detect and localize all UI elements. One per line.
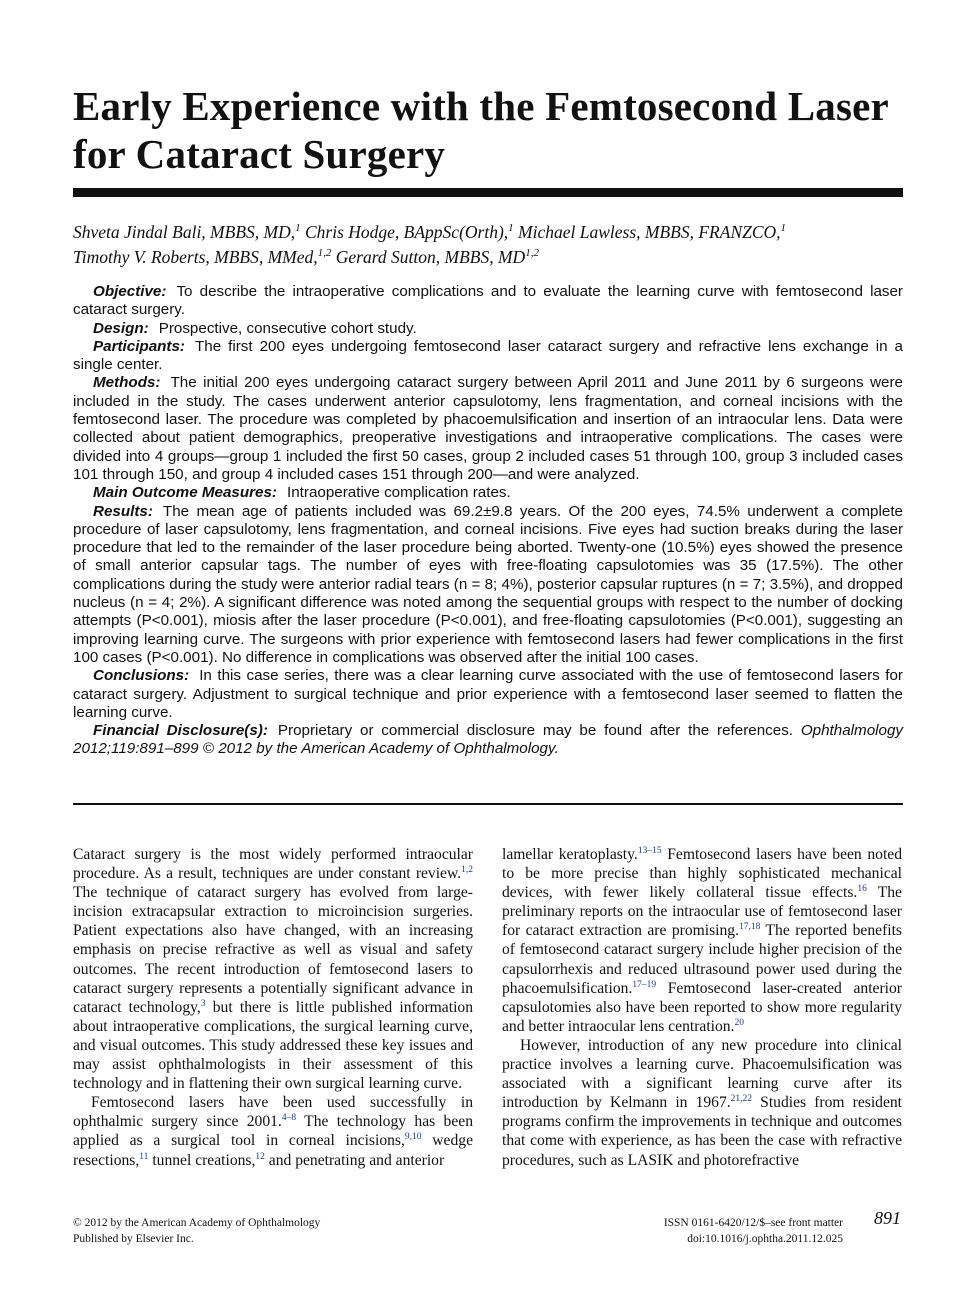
- abstract-results: [73, 503, 903, 668]
- results-label: Results:: [93, 502, 153, 520]
- body-paragraph: lamellar keratoplasty.$^{13-15}$ Femtosecond lasers have been noted to be more precise than highly sophisticated mechanical devices, with fewer likely collateral tissue effects.$^{16}$ The preliminary reports on the intraocular use of femtosecond laser for cataract extraction are promising.$^{17,18}$ The reported benefits of femtosecond cataract surgery include higher precision of the capsulorrhexis and reduced ultrasound power used during the phacoemulsification.$^{17-19}$ Femtosecond laser-created anterior capsulotomies also have been reported to show more regularity and better intraocular lens centration.$^{20}$: [502, 845, 902, 1035]
- results-text: The mean age of patients included was 69.2±9.8 years. Of the 200 eyes, 74.5% underwent a complete procedure of laser capsulotomy, lens fragmentation, and corneal incisions. Five eyes had suction breaks during the laser procedure that led to the remainder of the laser procedure being aborted. Twenty-one (10.5%) eyes showed the presence of small anterior capsular tags. The number of eyes with free-floating capsulotomies was 35 (17.5%). The other complications during the study were anterior radial tears (n = 8; 4%), posterior capsular ruptures (n = 7; 3.5%), and dropped nucleus (n = 4; 2%). A significant difference was noted among the sequential groups with respect to the number of docking attempts (P<0.001), miosis after the laser procedure (P<0.001), and free-floating capsulotomies (P<0.001), suggesting an improving learning curve. The surgeons with prior experience with femtosecond lasers had fewer complications in the first 100 cases (P<0.001). No difference in complications was observed after the initial 100 cases.: [73, 502, 903, 666]
- main-outcome-label: Main Outcome Measures:: [93, 484, 277, 502]
- design-text: Prospective, consecutive cohort study.: [158, 319, 417, 337]
- issn-line: ISSN 0161-6420/12/$–see front matter: [663, 1217, 843, 1229]
- reference-citation[interactable]: 16: [857, 884, 867, 894]
- participants-label: Participants:: [93, 337, 185, 355]
- main-outcome-text: Intraoperative complication rates.: [287, 484, 511, 502]
- abstract-main-outcome: [73, 484, 903, 502]
- author-affiliation: 1,2: [317, 246, 332, 259]
- abstract-objective: [73, 283, 903, 320]
- reference-citation[interactable]: 1,2: [461, 864, 473, 875]
- author-line-2: [73, 243, 903, 268]
- author-name: Michael Lawless, MBBS, FRANZCO,: [513, 221, 781, 242]
- copyright-line: © 2012 by the American Academy of Ophthalmology: [73, 1217, 321, 1229]
- body-paragraph: Cataract surgery is the most widely performed intraocular procedure. As a result, techniques are under constant review.$^{1,2}$ The technique of cataract surgery has evolved from large-incision extracapsular extraction to microincision surgeries. Patient expectations also have changed, with an increasing emphasis on precise refractive as well as visual and safety outcomes. The recent introduction of femtosecond lasers to cataract surgery represents a potentially significant advance in cataract technology,$^3$ but there is little published information about intraoperative complications, the surgical learning curve, and visual outcomes. This study addressed these key issues and may assist ophthalmologists in their assessment of this technology and in flattening their own surgical learning curve.: [73, 846, 473, 1093]
- reference-citation[interactable]: 3: [200, 998, 206, 1009]
- abstract-methods: [73, 374, 903, 484]
- doi-line: doi:10.1016/j.ophtha.2011.12.025: [687, 1233, 843, 1245]
- reference-citation[interactable]: 17,18: [738, 922, 761, 933]
- reference-citation[interactable]: 11: [139, 1151, 149, 1162]
- design-label: Design:: [93, 319, 149, 337]
- body-column-left: [73, 845, 473, 1170]
- reference-citation[interactable]: 4–8: [281, 1113, 297, 1124]
- abstract-conclusions: [73, 667, 903, 722]
- author-list: [73, 218, 903, 268]
- reference-citation[interactable]: 17–19: [632, 979, 657, 990]
- abstract-design: [73, 320, 903, 338]
- disclosure-label: Financial Disclosure(s):: [93, 722, 268, 740]
- abstract-disclosure: [73, 722, 903, 759]
- body-column-right: [502, 845, 902, 1170]
- methods-text: The initial 200 eyes undergoing cataract surgery between April 2011 and June 2011 by 6 surgeons were included in the study. The cases underwent anterior capsulotomy, lens fragmentation, and corneal incisions with the femtosecond laser. The procedure was completed by phacoemulsification and insertion of an intraocular lens. Data were collected about patient demographics, preoperative investigations and intraoperative complications. The cases were divided into 4 groups—group 1 included the first 50 cases, group 2 included cases 51 through 100, group 3 included cases 101 through 150, and group 4 included cases 151 through 200—and were analyzed.: [73, 374, 903, 483]
- reference-citation[interactable]: 9,10: [404, 1132, 422, 1143]
- author-affiliation: 1: [295, 222, 301, 234]
- reference-citation[interactable]: 20: [734, 1017, 745, 1028]
- abstract-rule: [73, 803, 903, 805]
- body-paragraph: Femtosecond lasers have been used successfully in ophthalmic surgery since 2001.$^{4-8}$ The technology has been applied as a surgical tool in corneal incisions,$^{9,10}$ wedge resections,$^{11}$ tunnel creations,$^{12}$ and penetrating and anterior: [73, 1094, 473, 1169]
- journal-citation: Ophthalmology 2012;119:891–899 © 2012 by the American Academy of Ophthalmology.: [73, 722, 903, 758]
- article-title: Early Experience with the Femtosecond Laser for Cataract Surgery: [73, 83, 889, 177]
- publisher-line: Published by Elsevier Inc.: [73, 1233, 194, 1245]
- body-paragraph: However, introduction of any new procedure into clinical practice involves a learning curve. Phacoemulsification was associated with a significant learning curve after its introduction by Kelmann in 1967.$^{21,22}$ Studies from resident programs confirm the improvements in technique and outcomes that come with experience, as has been the case with refractive procedures, such as LASIK and photorefractive: [502, 1036, 902, 1169]
- reference-citation[interactable]: 12: [255, 1151, 265, 1162]
- author-name: Gerard Sutton, MBBS, MD: [331, 246, 526, 267]
- objective-label: Objective:: [93, 283, 167, 300]
- conclusions-text: In this case series, there was a clear learning curve associated with the use of femtosecond lasers for cataract surgery. Adjustment to surgical technique and prior experience with a femtosecond laser seemed to flatten the learning curve.: [73, 667, 903, 721]
- abstract-participants: [73, 338, 903, 375]
- methods-label: Methods:: [93, 374, 161, 392]
- author-affiliation: 1: [780, 222, 787, 234]
- title-rule: [73, 188, 903, 197]
- objective-text: To describe the intraoperative complications and to evaluate the learning curve with femtosecond laser cataract surgery.: [73, 283, 903, 319]
- author-affiliation: 1,2: [525, 246, 539, 259]
- participants-text: The first 200 eyes undergoing femtosecond laser cataract surgery and refractive lens exchange in a single center.: [73, 337, 903, 374]
- disclosure-text: Proprietary or commercial disclosure may be found after the references.: [277, 722, 794, 740]
- author-name: Chris Hodge, BAppSc(Orth),: [300, 221, 509, 242]
- author-affiliation: 1: [508, 222, 514, 234]
- page-number: 891: [874, 1208, 901, 1228]
- author-name: Timothy V. Roberts, MBBS, MMed,: [73, 246, 318, 267]
- author-line-1: [73, 218, 903, 243]
- author-name: Shveta Jindal Bali, MBBS, MD,: [73, 221, 296, 242]
- abstract: [73, 283, 903, 759]
- reference-citation[interactable]: 13–15: [637, 845, 662, 856]
- footer-right: [664, 1215, 843, 1247]
- conclusions-label: Conclusions:: [93, 667, 190, 685]
- reference-citation[interactable]: 21,22: [730, 1094, 753, 1105]
- footer-left: [73, 1215, 320, 1247]
